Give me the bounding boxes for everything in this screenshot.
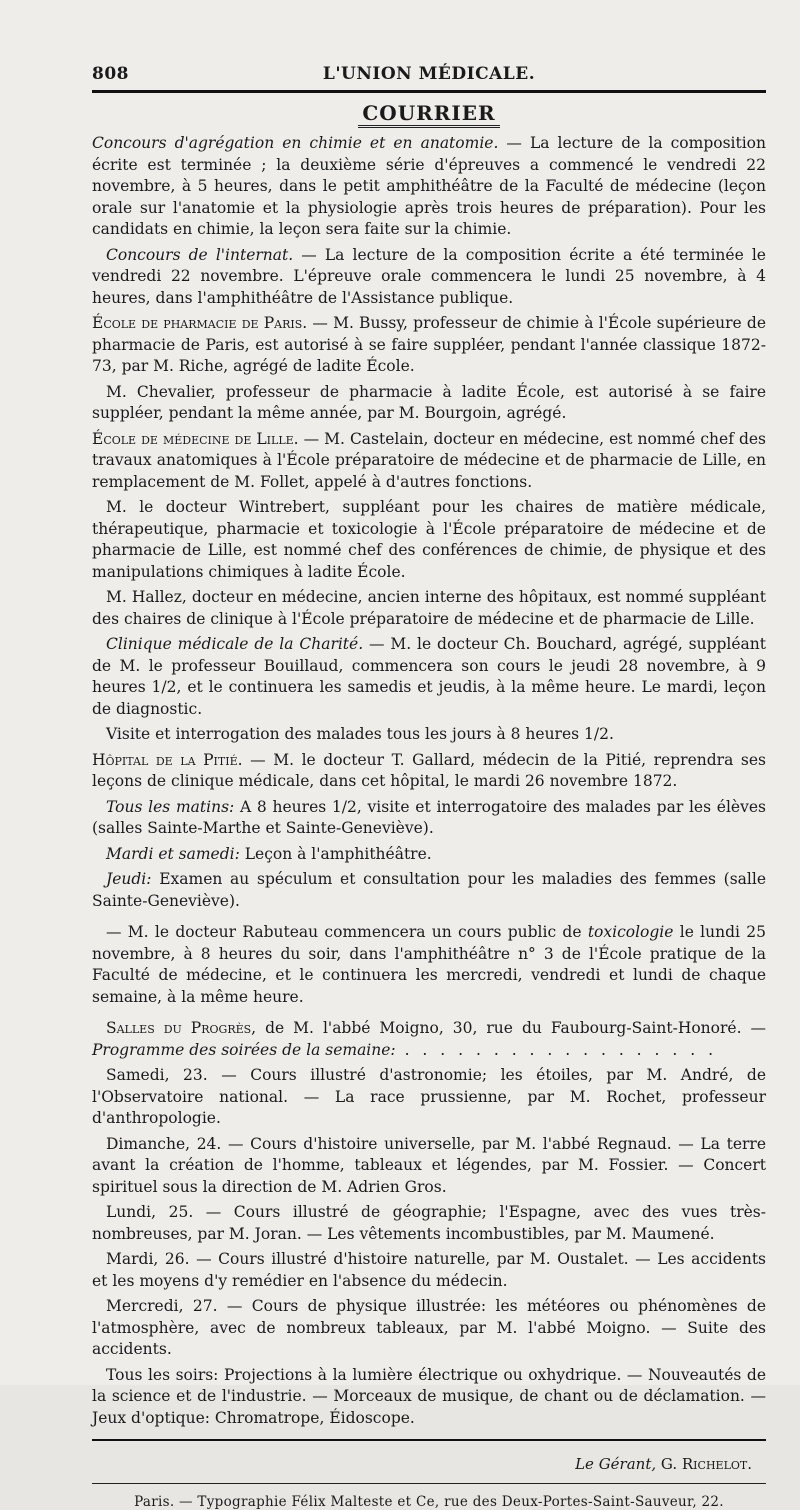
paragraph-visite — [92, 724, 766, 746]
paragraph-text: Samedi, 23. — Cours illustré d'astronomie; les étoiles, par M. André, de l'Observatoire national. — La race prussienne, par M. Rochet, professeur d'anthropologie. — [92, 1066, 766, 1127]
paragraph-lead: École de médecine de Lille. — [92, 429, 299, 448]
paragraph-lead: École de pharmacie de Paris. — [92, 314, 308, 332]
paragraph-jeudi — [92, 869, 766, 912]
signature — [92, 1455, 752, 1473]
paragraph-text: le lundi 25 novembre, à 8 heures du soir, dans l'amphithéâtre n° 3 de l'École pratique de la Faculté de médecine, et le continuera les mercredi, vendredi et lundi de chaque semaine, à la même heure. — [92, 923, 766, 1006]
paragraph-dimanche — [92, 1134, 766, 1199]
paragraph-italic: Programme des soirées de la semaine: — [92, 1040, 396, 1059]
paragraph-wintrebert — [92, 497, 766, 583]
page-number: 808 — [92, 64, 129, 84]
signature-label: Le Gérant, — [575, 1455, 657, 1473]
paragraph-lead: Concours d'agrégation en chimie et en anatomie. — [92, 134, 499, 152]
paragraph-lead: Salles du Progrès, — [106, 1019, 257, 1037]
printer-imprint: Paris. — Typographie Félix Malteste et Ce, rue des Deux-Portes-Saint-Sauveur, 22. — [134, 1494, 724, 1510]
paragraph-hallez — [92, 587, 766, 630]
section-title-text: COURRIER — [358, 101, 499, 128]
paragraph-lead: Concours de l'internat. — [106, 245, 294, 264]
paragraph-text: — M. le docteur T. Gallard, médecin de la Pitié, reprendra ses leçons de clinique médicale, dans cet hôpital, le mardi 26 novembre 1872. — [92, 750, 766, 790]
imprint-rule — [92, 1483, 766, 1484]
paragraph-lundi — [92, 1202, 766, 1245]
page-header — [92, 58, 766, 84]
paragraph-text: Mercredi, 27. — Cours de physique illustrée: les météores ou phénomènes de l'atmosphère, avec de nombreux tableaux, par M. l'abbé Moigno. — Suite des accidents. — [92, 1297, 766, 1358]
signature-name: G. Richelot. — [656, 1455, 752, 1473]
paragraph-pharmacie-paris — [92, 313, 766, 378]
article-body — [92, 133, 766, 1429]
paragraph-chevalier — [92, 382, 766, 425]
paragraph-samedi — [92, 1065, 766, 1130]
paragraph-text: A 8 heures 1/2, visite et interrogatoire des malades par les élèves (salles Sainte-Marthe et Sainte-Geneviève). — [92, 797, 766, 837]
paragraph-text: de M. l'abbé Moigno, 30, rue du Faubourg-Saint-Honoré. — — [256, 1019, 766, 1037]
paragraph-mardi — [92, 1249, 766, 1292]
paragraph-salles-progres — [92, 1018, 766, 1061]
leader-dots: . . . . . . . . . . . . . . . . . . — [395, 1040, 718, 1059]
paragraph-pitie — [92, 750, 766, 793]
paragraph-text: Leçon à l'amphithéâtre. — [239, 844, 432, 863]
footer-rule — [92, 1439, 766, 1441]
paragraph-mercredi — [92, 1296, 766, 1361]
paragraph-matins — [92, 797, 766, 840]
paragraph-text: Lundi, 25. — Cours illustré de géographie; l'Espagne, avec des vues très-nombreuses, par M. Joran. — Les vêtements incombustibles, par M. Maumené. — [92, 1203, 766, 1243]
paragraph-text: M. le docteur Wintrebert, suppléant pour les chaires de matière médicale, thérapeutique, pharmacie et toxicologie à l'École préparatoire de médecine et de pharmacie de Lille, est nommé chef des conférences de chimie, de physique et des manipulations chimiques à ladite École. — [92, 498, 766, 581]
header-rule — [92, 90, 766, 93]
paragraph-italic: toxicologie — [587, 923, 674, 941]
paragraph-charite — [92, 634, 766, 720]
paragraph-mardi-samedi — [92, 844, 766, 866]
paragraph-text: — M. le docteur Ch. Bouchard, agrégé, suppléant de M. le professeur Bouillaud, commencera son cours le jeudi 28 novembre, à 9 heures 1/2, et le continuera les samedis et jeudis, à la même heure. Le mardi, leçon de diagnostic. — [92, 635, 767, 718]
paragraph-text: — M. le docteur Rabuteau commencera un cours public de — [106, 923, 588, 941]
paragraph-tous-les-soirs — [92, 1365, 766, 1430]
section-title — [92, 101, 766, 125]
paragraph-text: Mardi, 26. — Cours illustré d'histoire naturelle, par M. Oustalet. — Les accidents et les moyens d'y remédier en l'absence du médecin. — [92, 1250, 766, 1290]
paragraph-lead: Clinique médicale de la Charité. — [106, 635, 364, 653]
paragraph-medecine-lille — [92, 429, 766, 494]
paragraph-internat — [92, 245, 766, 310]
paragraph-lead: Mardi et samedi: — [106, 844, 240, 863]
paragraph-text: M. Chevalier, professeur de pharmacie à ladite École, est autorisé à se faire suppléer, pendant la même année, par M. Bourgoin, agrégé. — [92, 382, 766, 422]
paragraph-text: — La lecture de la composition écrite a été terminée le vendredi 22 novembre. L'épreuve orale commencera le lundi 25 novembre, à 4 heures, dans l'amphithéâtre de l'Assistance publique. — [92, 245, 766, 307]
paragraph-text: — M. Castelain, docteur en médecine, est nommé chef des travaux anatomiques à l'École préparatoire de médecine et de pharmacie de Lille, en remplacement de M. Follet, appelé à d'autres fonctions. — [92, 429, 766, 491]
paragraph-text: — M. Bussy, professeur de chimie à l'École supérieure de pharmacie de Paris, est autorisé à se faire suppléer, pendant l'année classique 1872-73, par M. Riche, agrégé de ladite École. — [92, 314, 766, 375]
paragraph-lead: Jeudi: — [106, 870, 152, 888]
paragraph-text: M. Hallez, docteur en médecine, ancien interne des hôpitaux, est nommé suppléant des chaires de clinique à l'École préparatoire de médecine et de pharmacie de Lille. — [92, 588, 766, 628]
paragraph-lead: Hôpital de la Pitié. — [92, 750, 243, 769]
journal-title: L'UNION MÉDICALE. — [322, 64, 536, 84]
paragraph-agregation — [92, 133, 766, 241]
paragraph-rabuteau — [92, 922, 766, 1008]
paragraph-text: Tous les soirs: Projections à la lumière électrique ou oxhydrique. — Nouveautés de la science et de l'industrie. — Morceaux de musique, de chant ou de déclamation. — Jeux d'optique: Chromatrope, Éidoscope. — [92, 1365, 766, 1427]
paragraph-text: — La lecture de la composition écrite est terminée ; la deuxième série d'épreuves a commencé le vendredi 22 novembre, à 5 heures, dans le petit amphithéâtre de la Faculté de médecine (leçon orale sur l'anatomie et la physiologie après trois heures de préparation). Pour les candidats en chimie, la leçon sera faite sur la chimie. — [92, 134, 766, 238]
paragraph-text: Dimanche, 24. — Cours d'histoire universelle, par M. l'abbé Regnaud. — La terre avant la création de l'homme, tableaux et légendes, par M. Fossier. — Concert spirituel sous la direction de M. Adrien Gros. — [92, 1134, 766, 1196]
paragraph-lead: Tous les matins: — [106, 797, 235, 816]
paragraph-text: Examen au spéculum et consultation pour les maladies des femmes (salle Sainte-Geneviève). — [92, 870, 766, 910]
paragraph-text: Visite et interrogation des malades tous les jours à 8 heures 1/2. — [106, 725, 614, 743]
